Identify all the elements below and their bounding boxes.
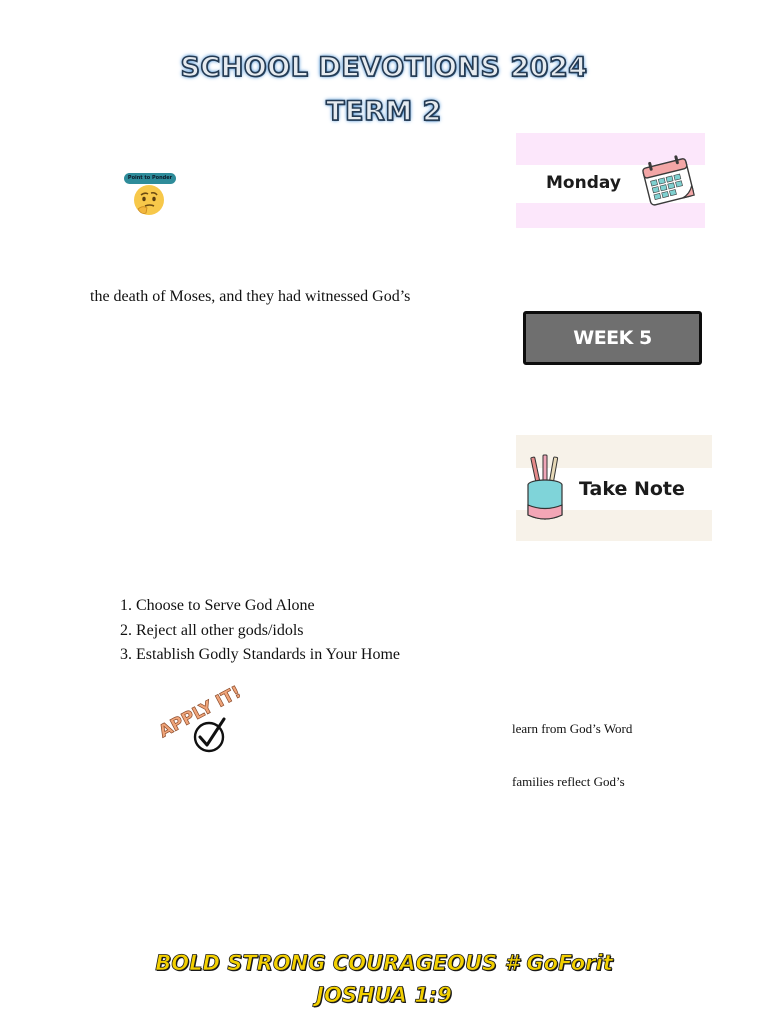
footer-reference: JOSHUA 1:9 — [316, 983, 452, 1007]
day-label: Monday — [546, 173, 621, 193]
apply-it-label: APPLY IT! — [155, 683, 240, 743]
points-list — [100, 594, 400, 668]
day-card — [516, 133, 705, 228]
side-note: families reflect God’s — [512, 774, 625, 789]
point-to-ponder-badge: Point to Ponder — [124, 173, 176, 184]
body-text: the death of Moses, and they had witnessed God’s — [90, 288, 411, 305]
page-title: SCHOOL DEVOTIONS 2024 — [180, 52, 588, 83]
calendar-icon — [638, 153, 698, 209]
list-item: 3. Establish Godly Standards in Your Home — [136, 643, 400, 668]
thinking-face-icon — [132, 184, 166, 216]
side-note: learn from God’s Word — [512, 721, 633, 736]
list-item: 1. Choose to Serve God Alone — [136, 594, 400, 619]
pencil-cup-icon — [524, 453, 566, 525]
list-item: 2. Reject all other gods/idols — [136, 619, 400, 644]
take-note-label: Take Note — [579, 478, 685, 500]
week-label: WEEK 5 — [523, 311, 702, 365]
term-heading: TERM 2 — [326, 96, 442, 127]
apply-it-graphic — [148, 683, 240, 755]
take-note-card — [516, 435, 712, 541]
footer-motto: BOLD STRONG COURAGEOUS # GoForit — [155, 951, 613, 975]
